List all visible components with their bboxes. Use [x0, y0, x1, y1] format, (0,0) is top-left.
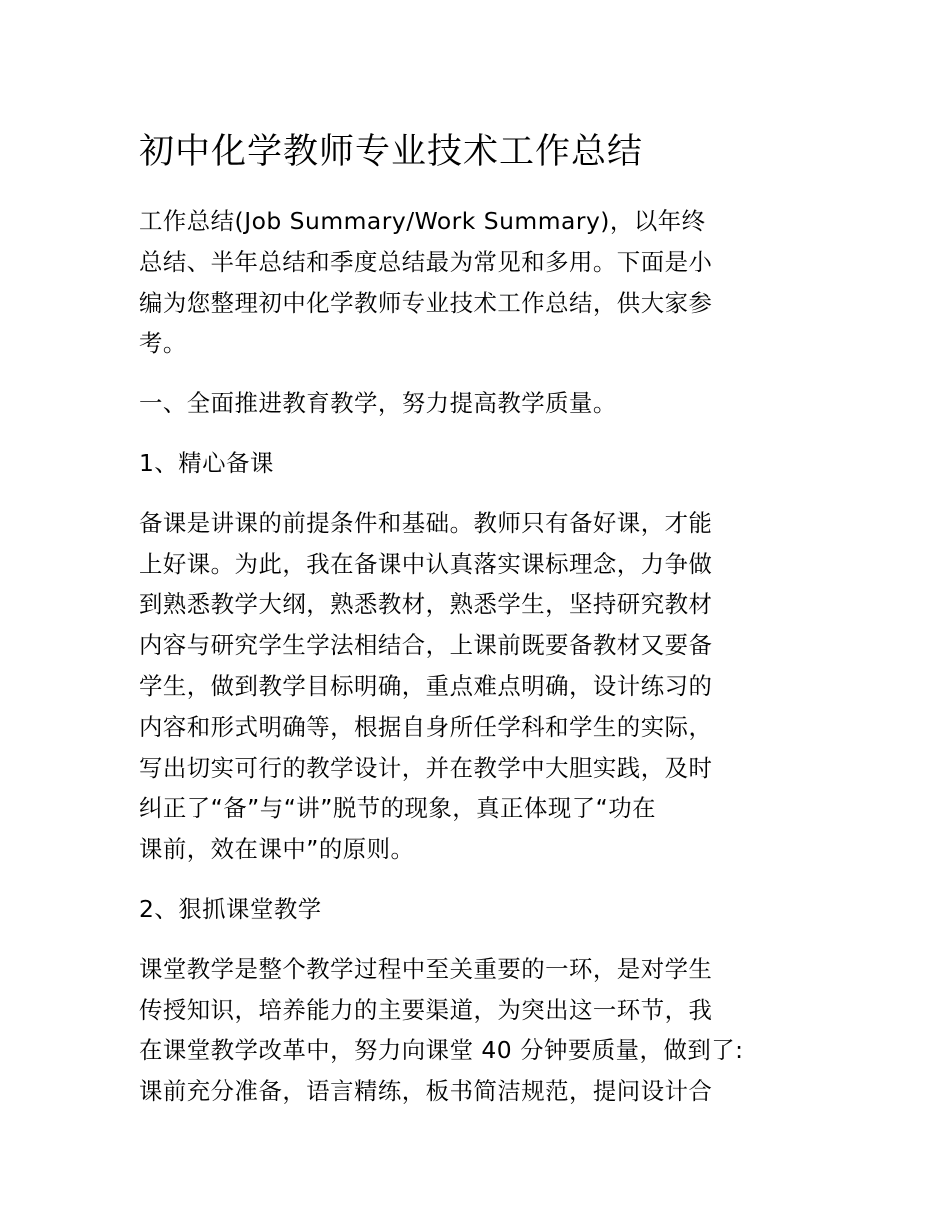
section-heading [139, 383, 829, 424]
text-line: 学生，做到教学目标明确，重点难点明确，设计练习的 [139, 671, 713, 700]
subsection-heading [139, 443, 829, 484]
document-body [139, 201, 829, 1112]
text-line: 2、狠抓课堂教学 [139, 894, 322, 923]
text-line: 写出切实可行的教学设计，并在教学中大胆实践，及时 [139, 753, 713, 782]
text-line: 传授知识，培养能力的主要渠道，为突出这一环节，我 [139, 995, 713, 1024]
text-line: 课前，效在课中”的原则。 [139, 835, 415, 864]
text-line: 到熟悉教学大纲，熟悉教材，熟悉学生，坚持研究教材 [139, 590, 713, 619]
text-line: 1、精心备课 [139, 448, 274, 477]
text-line: 课堂教学是整个教学过程中至关重要的一环，是对学生 [139, 954, 713, 983]
text-line: 内容与研究学生学法相结合，上课前既要备教材又要备 [139, 631, 713, 660]
body-paragraph [139, 949, 829, 1112]
intro-paragraph [139, 201, 829, 364]
text-line: 编为您整理初中化学教师专业技术工作总结，供大家参 [139, 288, 713, 317]
body-paragraph [139, 503, 829, 870]
text-line: 备课是讲课的前提条件和基础。教师只有备好课，才能 [139, 508, 713, 537]
text-line: 工作总结(Job Summary/Work Summary)，以年终 [139, 207, 706, 235]
text-line: 内容和形式明确等，根据自身所任学科和学生的实际， [139, 712, 713, 741]
subsection-heading [139, 889, 829, 930]
text-line: 上好课。为此，我在备课中认真落实课标理念，力争做 [139, 549, 713, 578]
text-line: 课前充分准备，语言精练，板书简洁规范，提问设计合 [139, 1077, 713, 1106]
text-line: 总结、半年总结和季度总结最为常见和多用。下面是小 [139, 247, 713, 276]
text-line: 一、全面推进教育教学，努力提高教学质量。 [139, 389, 617, 418]
text-line: 在课堂教学改革中，努力向课堂 40 分钟要质量，做到了: [139, 1036, 744, 1065]
text-line: 纠正了“备”与“讲”脱节的现象，真正体现了“功在 [139, 794, 657, 823]
document-title: 初中化学教师专业技术工作总结 [139, 132, 644, 172]
text-line: 考。 [139, 329, 187, 358]
